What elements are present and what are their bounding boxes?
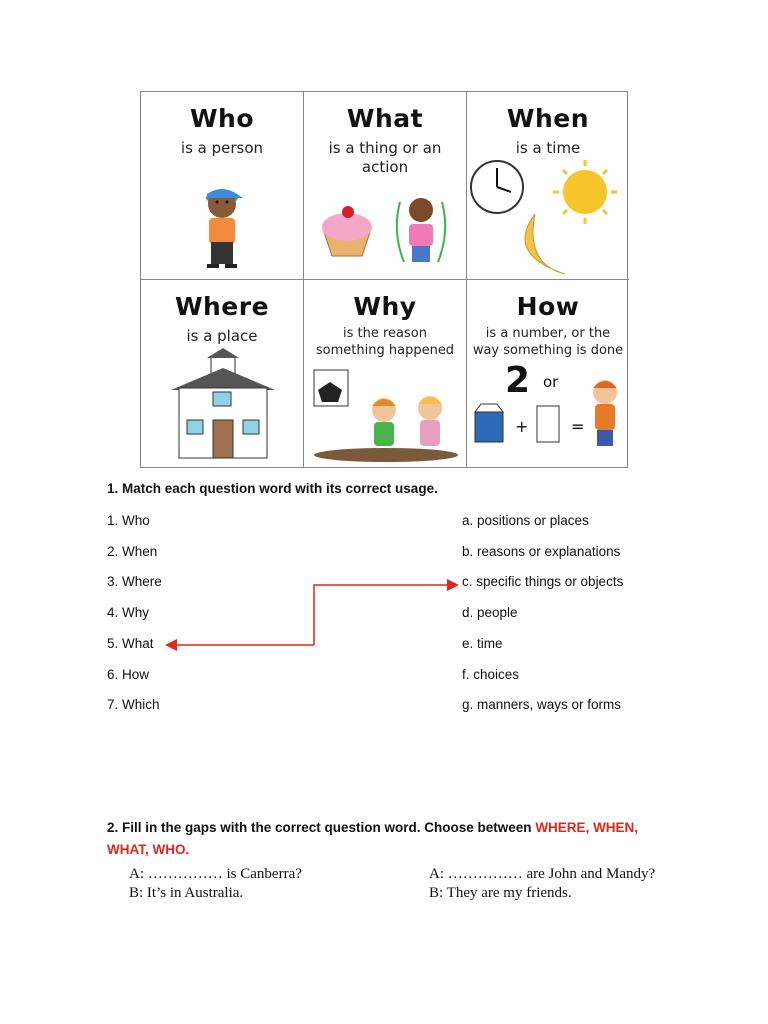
question-word-item: 7. Which <box>107 697 160 712</box>
question-word-item: 4. Why <box>107 605 150 620</box>
card-desc: is a number, or the way something is done <box>472 326 624 358</box>
card-word: How <box>516 292 580 321</box>
card-word: Why <box>353 292 417 321</box>
dialog-line: A: …………… are John and Mandy? <box>429 866 656 882</box>
question-word-item: 2. When <box>107 544 158 559</box>
card-word: What <box>346 104 424 133</box>
card-desc: is a place <box>186 327 258 345</box>
card-word: Where <box>174 292 270 321</box>
exercise-2-heading <box>107 817 667 861</box>
card-desc: is a thing or an action <box>328 139 442 176</box>
question-word-item: 6. How <box>107 667 150 682</box>
exercise-2-choices: WHERE, WHEN, WHAT, WHO. <box>107 820 639 857</box>
card-desc: is a time <box>515 139 581 157</box>
dialog-line: A: …………… is Canberra? <box>129 866 302 882</box>
usage-item: d. people <box>462 605 518 620</box>
usage-item: c. specific things or objects <box>462 574 624 589</box>
usage-item: g. manners, ways or forms <box>462 697 622 712</box>
how-or: or <box>543 373 559 391</box>
how-number: 2 <box>505 360 531 401</box>
card-desc: is a person <box>180 139 264 157</box>
usage-item: f. choices <box>462 667 520 682</box>
usage-item: a. positions or places <box>462 513 589 528</box>
dialog-line: B: It’s in Australia. <box>129 885 244 901</box>
exercise-2-instruction: 2. Fill in the gaps with the correct question word. Choose between <box>107 820 536 835</box>
how-plus: + <box>515 417 529 436</box>
question-word-item: 1. Who <box>107 513 150 528</box>
how-equals: = <box>571 417 585 436</box>
question-word-item: 5. What <box>107 636 154 651</box>
exercise-1-heading: 1. Match each question word with its correct usage. <box>107 481 438 496</box>
dialog-line: B: They are my friends. <box>429 885 572 901</box>
usage-item: b. reasons or explanations <box>462 544 621 559</box>
card-word: Who <box>189 104 255 133</box>
question-word-item: 3. Where <box>107 574 162 589</box>
card-desc: is the reason something happened <box>315 326 455 358</box>
card-word: When <box>506 104 590 133</box>
usage-item: e. time <box>462 636 503 651</box>
